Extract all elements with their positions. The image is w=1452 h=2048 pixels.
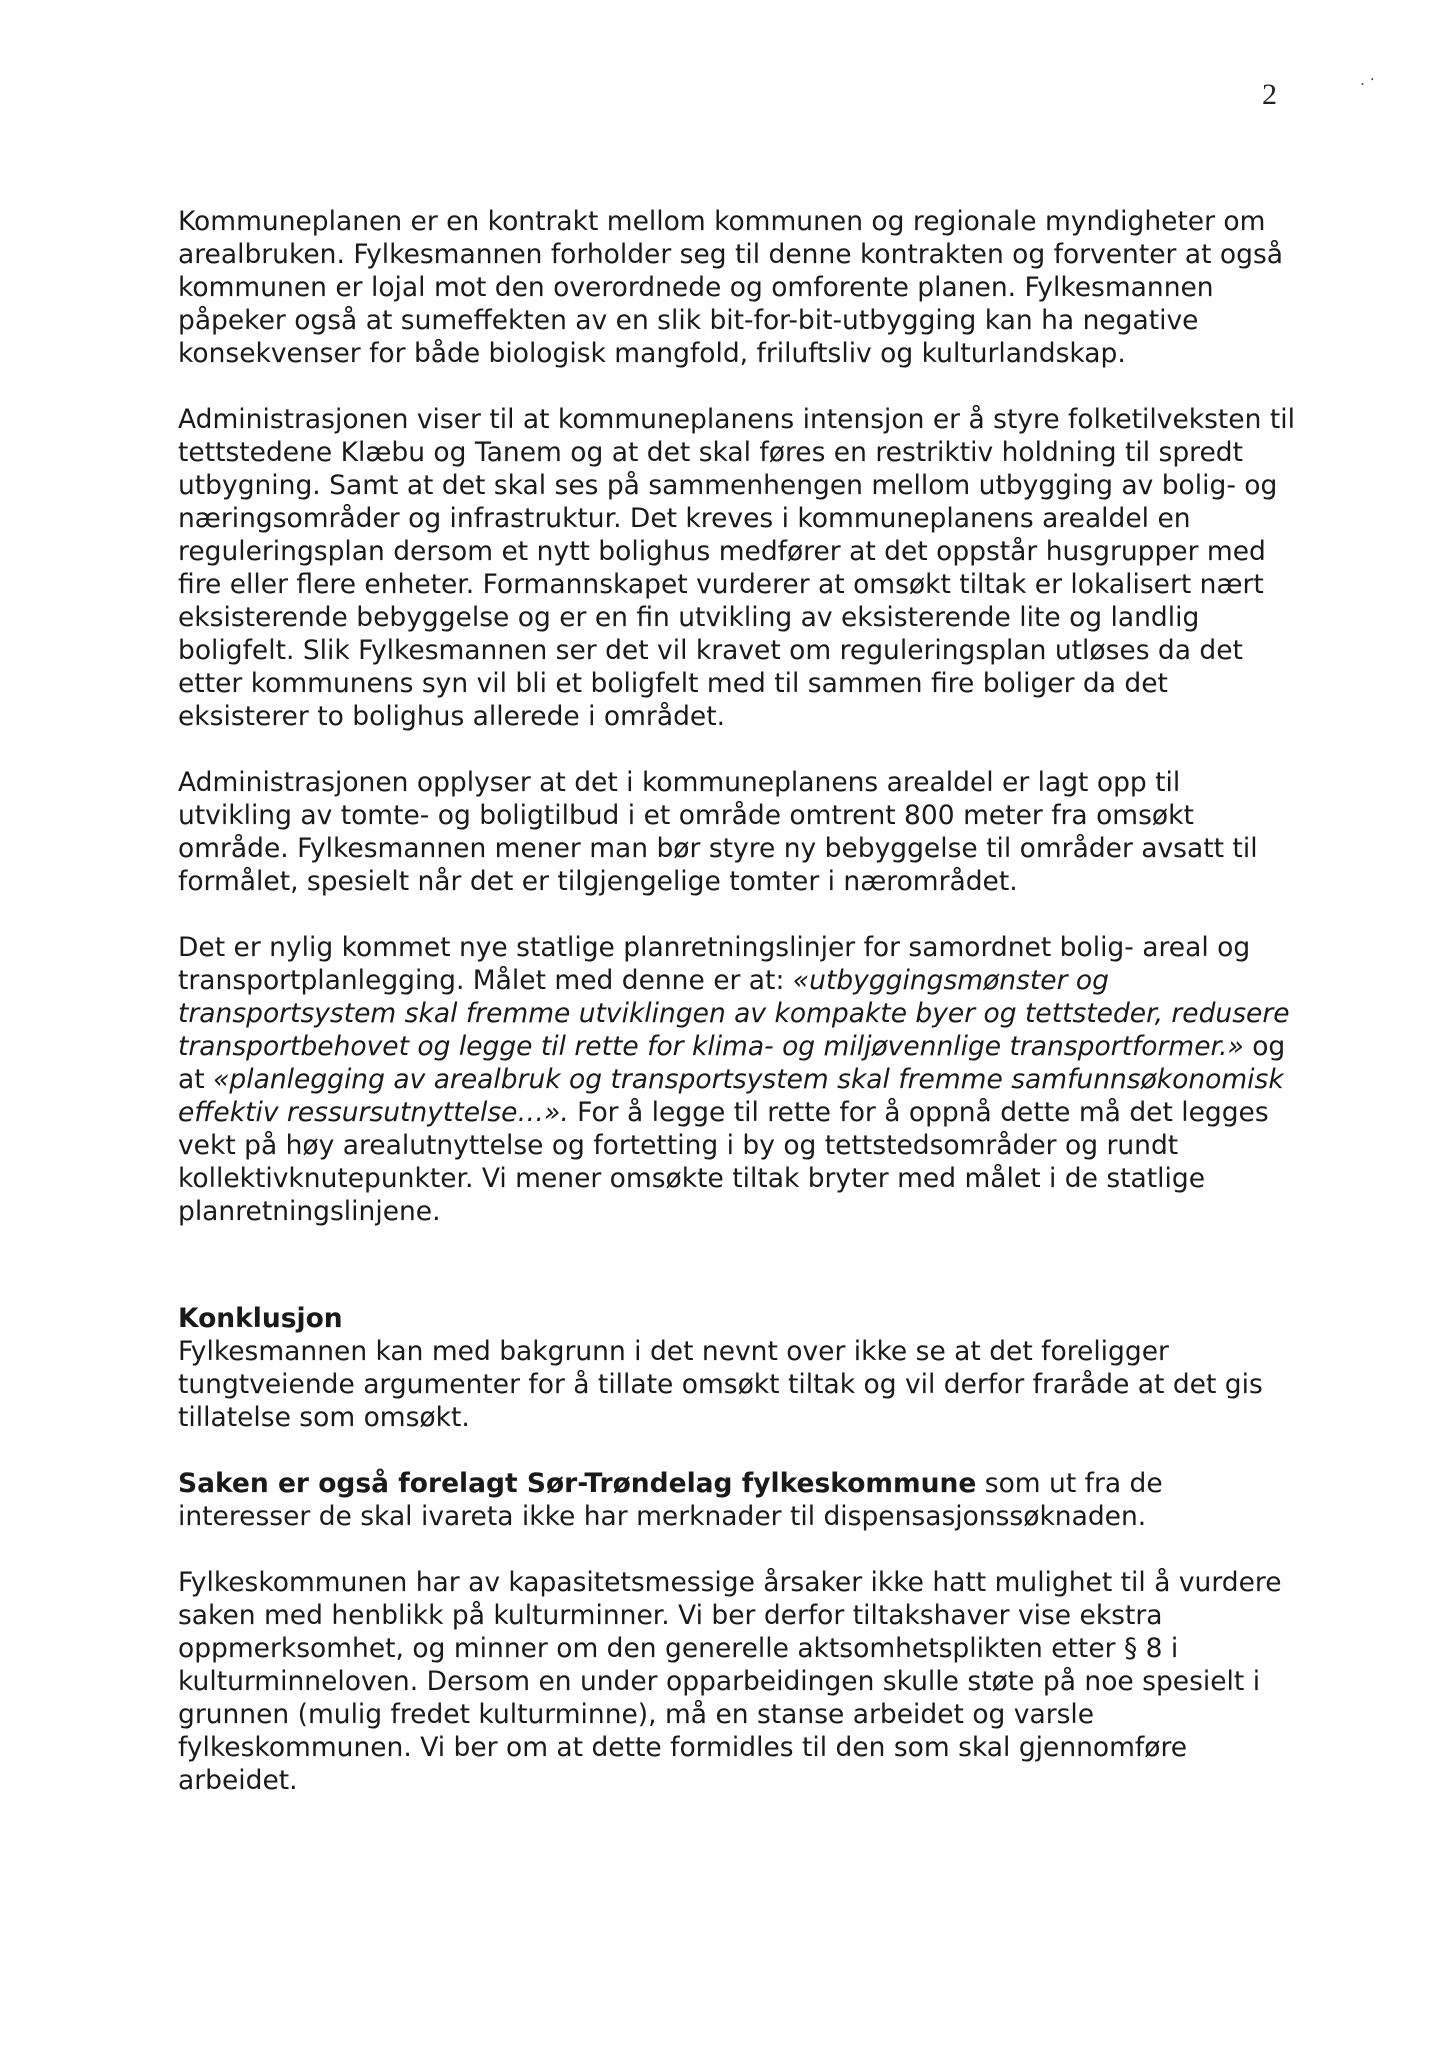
paragraph-planretningslinjer — [178, 931, 1298, 1228]
section-spacer — [178, 1228, 1298, 1302]
paragraph-konklusjon: Fylkesmannen kan med bakgrunn i det nevnt over ikke se at det foreligger tungtveiende argumenter for å tillate omsøkt tiltak og vil derfor fraråde at det gis tillatelse som omsøkt. — [178, 1336, 1263, 1433]
fylkeskommune-lead: Saken er også forelagt Sør-Trøndelag fylkeskommune — [178, 1468, 977, 1499]
page-number: 2 — [1262, 78, 1277, 111]
fylkeskommune-rest: som ut fra de interesser de skal ivareta ikke har merknader til dispensasjonssøknaden. — [178, 1468, 1163, 1532]
planretningslinjer-quote-2: «planlegging av arealbruk og transportsystem skal fremme samfunnsøkonomisk effektiv ressursutnyttelse…». — [178, 1064, 1284, 1128]
planretningslinjer-quote-1: «utbyggingsmønster og transportsystem skal fremme utviklingen av kompakte byer og tettsteder, redusere transportbehovet og legge til rette for klima- og miljøvennlige transportformer.» — [178, 965, 1290, 1062]
section-heading-konklusjon: Konklusjon — [178, 1303, 343, 1334]
planretningslinjer-intro: Det er nylig kommet nye statlige planretningslinjer for samordnet bolig- areal og transportplanlegging. Målet med denne er at: — [178, 932, 1251, 996]
planretningslinjer-connector: og at — [178, 1031, 1286, 1095]
scan-specks: . ⸱ — [1360, 70, 1375, 89]
paragraph-administrasjonen-intensjon: Administrasjonen viser til at kommuneplanens intensjon er å styre folketilveksten til tettstedene Klæbu og Tanem og at det skal føres en restriktiv holdning til spredt utbygning. Samt at det skal ses på sammenhengen mellom utbygging av bolig- og næringsområder og infrastruktur. Det kreves i kommuneplanens arealdel en reguleringsplan dersom et nytt bolighus medfører at det oppstår husgrupper med fire eller flere enheter. Formannskapet vurderer at omsøkt tiltak er lokalisert nært eksisterende bebyggelse og er en fin utvikling av eksisterende lite og landlig boligfelt. Slik Fylkesmannen ser det vil kravet om reguleringsplan utløses da det etter kommunens syn vil bli et boligfelt med til sammen fire boliger da det eksisterer to bolighus allerede i området. — [178, 404, 1295, 732]
document-body — [178, 205, 1298, 1797]
paragraph-kommuneplan: Kommuneplanen er en kontrakt mellom kommunen og regionale myndigheter om arealbruken. Fylkesmannen forholder seg til denne kontrakten og forventer at også kommunen er lojal mot den overordnede og omforente planen. Fylkesmannen påpeker også at sumeffekten av en slik bit-for-bit-utbygging kan ha negative konsekvenser for både biologisk mangfold, friluftsliv og kulturlandskap. — [178, 206, 1283, 369]
planretningslinjer-conclusion: For å legge til rette for å oppnå dette må det legges vekt på høy arealutnyttelse og fortetting i by og tettstedsområder og rundt kollektivknutepunkter. Vi mener omsøkte tiltak bryter med målet i de statlige planretningslinjene. — [178, 1097, 1269, 1227]
paragraph-administrasjonen-arealdel: Administrasjonen opplyser at det i kommuneplanens arealdel er lagt opp til utvikling av tomte- og boligtilbud i et område omtrent 800 meter fra omsøkt område. Fylkesmannen mener man bør styre ny bebyggelse til områder avsatt til formålet, spesielt når det er tilgjengelige tomter i nærområdet. — [178, 767, 1258, 897]
paragraph-fylkeskommune — [178, 1467, 1298, 1533]
paragraph-kulturminner: Fylkeskommunen har av kapasitetsmessige årsaker ikke hatt mulighet til å vurdere saken med henblikk på kulturminner. Vi ber derfor tiltakshaver vise ekstra oppmerksomhet, og minner om den generelle aktsomhetsplikten etter § 8 i kulturminneloven. Dersom en under opparbeidingen skulle støte på noe spesielt i grunnen (mulig fredet kulturminne), må en stanse arbeidet og varsle fylkeskommunen. Vi ber om at dette formidles til den som skal gjennomføre arbeidet. — [178, 1567, 1282, 1796]
